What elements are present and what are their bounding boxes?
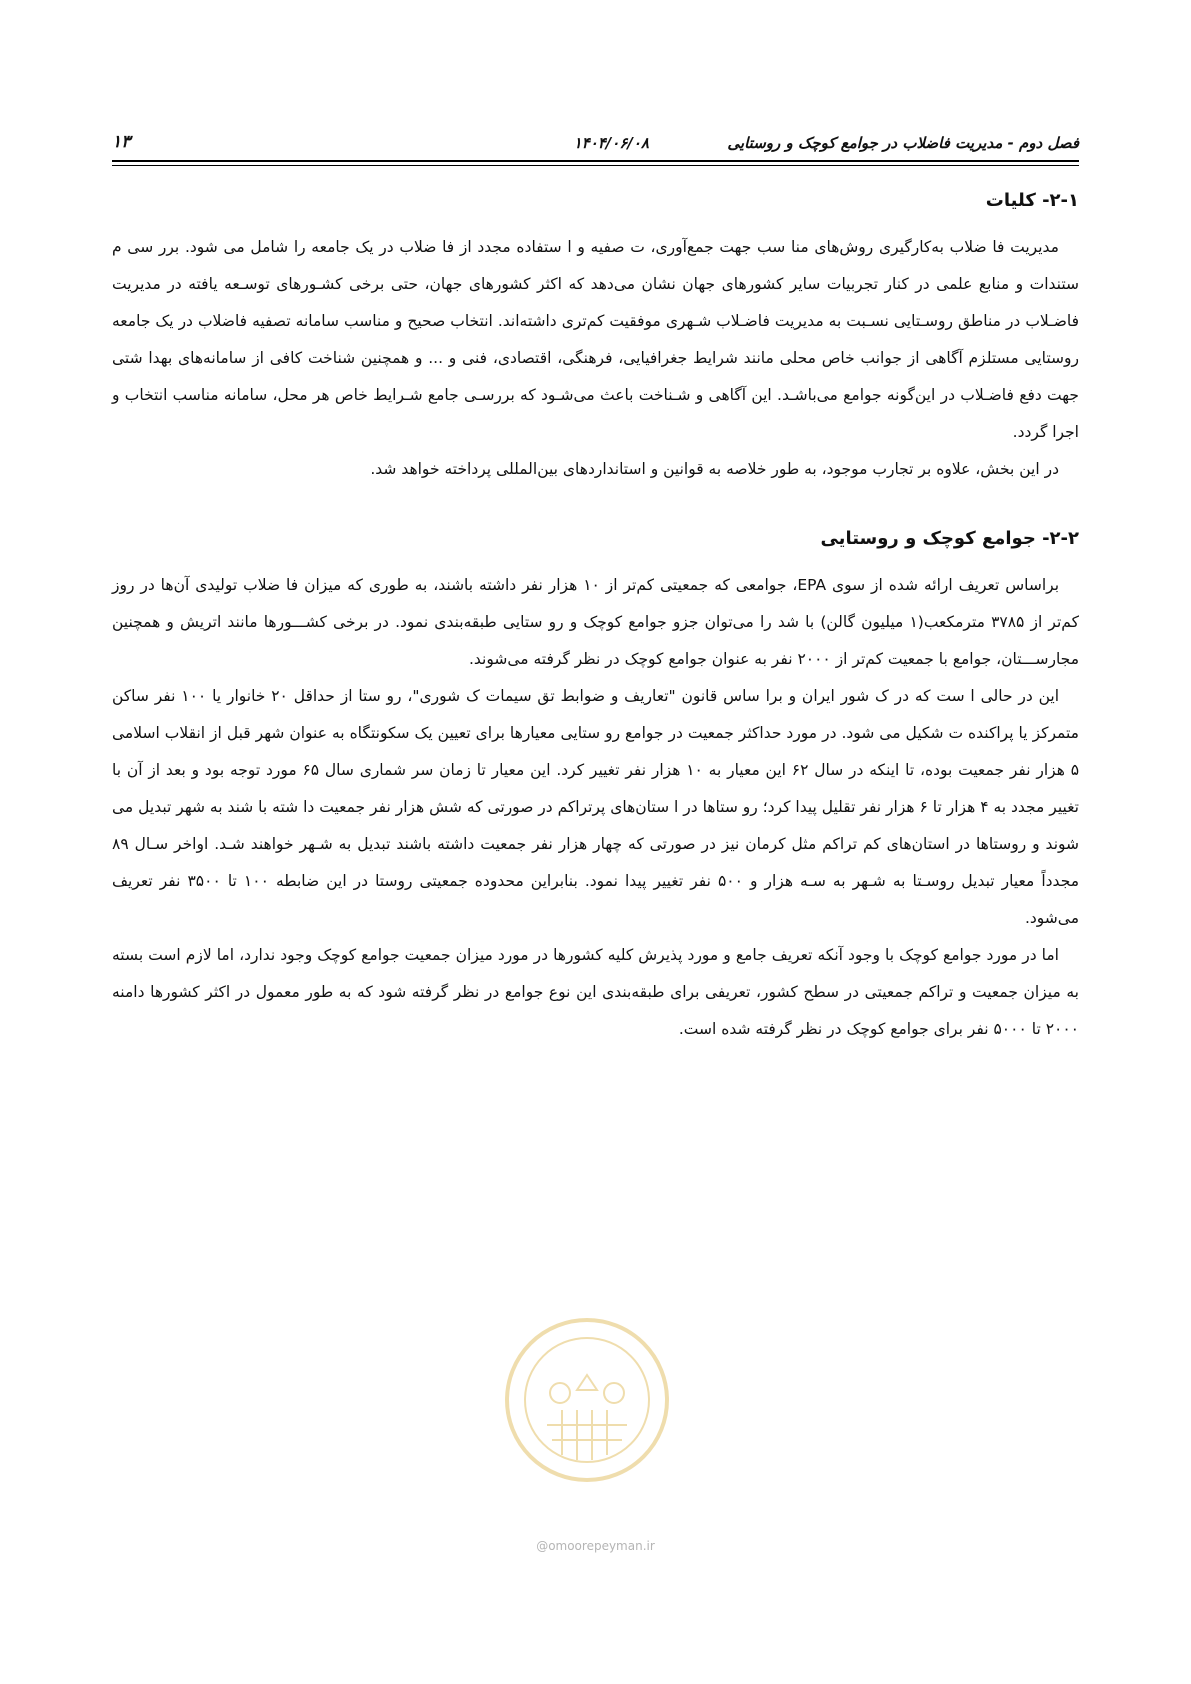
watermark-seal-icon [502, 1315, 672, 1485]
section-heading-general: ۲-۱- کلیات [985, 190, 1079, 211]
paragraph: این در حالی ا ست که در ک شور ایران و برا ساس قانون "تعاریف و ضوابط تق سیمات ک شوری"، رو ستا از حداقل ۲۰ خانوار یا ۱۰۰ نفر ساکن متمرکز یا پراکنده ت شکیل می شود. در مورد حداکثر جمعیت در جوامع رو ستایی معیارها برای تعیین یک سکونتگاه به عنوان شهر قبل از انقلاب اسلامی ۵ هزار نفر جمعیت بوده، تا اینکه در سال ۶۲ این معیار به ۱۰ هزار نفر تغییر کرد. این معیار تا زمان سر شماری سال ۶۵ مورد توجه بود و بعد از آن با تغییر مجدد به ۴ هزار تا ۶ هزار نفر تقلیل پیدا کرد؛ رو ستاها در ا ستان‌های پرتراکم در صورتی که شش هزار نفر جمعیت دا شته با شند به شهر تبدیل می شوند و روستاها در استان‌های کم تراکم مثل کرمان نیز در صورتی که چهار هزار نفر جمعیت داشته باشند تبدیل به شـهر خواهند شـد. اواخر سـال ۸۹ مجدداً معیار تبدیل روسـتا به شـهر به سـه هزار و ۵۰۰ نفر تغییر پیدا نمود. بنابراین محدوده جمعیتی روستا در این ضابطه ۱۰۰ تا ۳۵۰۰ نفر تعریف می‌شود. [112, 687, 1080, 927]
header-rule-thick [112, 160, 1079, 162]
page-body [112, 188, 1079, 1048]
header-rule-thin [112, 165, 1079, 166]
paragraph: اما در مورد جوامع کوچک با وجود آنکه تعریف جامع و مورد پذیرش کلیه کشورها در مورد میزان جمعیت جوامع کوچک وجود ندارد، اما لازم است بسته به میزان جمعیت و تراکم جمعیتی در سطح کشور، تعریفی برای طبقه‌بندی این نوع جوامع در نظر گرفته شود که به طور معمول در اکثر کشورها دامنه ۲۰۰۰ تا ۵۰۰۰ نفر برای جوامع کوچک در نظر گرفته شده است. [112, 946, 1079, 1038]
header-date: ۱۴۰۴/۰۶/۰۸ [573, 134, 649, 152]
watermark-site: @omoorepeyman.ir [536, 1539, 655, 1553]
section-heading-small-communities: ۲-۲- جوامع کوچک و روستایی [820, 528, 1079, 549]
paragraph: براساس تعریف ارائه شده از سوی EPA، جوامعی که جمعیتی کم‌تر از ۱۰ هزار نفر داشته باشند، به طوری که میزان فا ضلاب تولیدی آن‌ها در روز کم‌تر از ۳۷۸۵ مترمکعب(۱ میلیون گالن) با شد را می‌توان جزو جوامع کوچک و رو ستایی طبقه‌بندی نمود. در برخی کشـــورها مانند اتریش و همچنین مجارســـتان، جوامع با جمعیت کم‌تر از ۲۰۰۰ نفر به عنوان جوامع کوچک در نظر گرفته می‌شوند. [112, 576, 1079, 668]
page-header [112, 120, 1079, 156]
paragraph: مدیریت فا ضلاب به‌کارگیری روش‌های منا سب جهت جمع‌آوری، ت صفیه و ا ستفاده مجدد از فا ضلاب در یک جامعه را شامل می شود. برر سی م ستندات و منابع علمی در کنار تجربیات سایر کشورهای جهان نشان می‌دهد که اکثر کشورهای جهان، حتی برخی کشـورهای توسـعه یافته در مدیریت فاضـلاب در مناطق روسـتایی نسـبت به مدیریت فاضـلاب شـهری موفقیت کم‌تری داشته‌اند. انتخاب صحیح و مناسب سامانه تصفیه فاضلاب در یک جامعه روستایی مستلزم آگاهی از جوانب خاص محلی مانند شرایط جغرافیایی، فرهنگی، اقتصادی، فنی و ... و همچنین شناخت کافی از سامانه‌های بهدا شتی جهت دفع فاضـلاب در این‌گونه جوامع می‌باشـد. این آگاهی و شـناخت باعث می‌شـود که بررسـی جامع شـرایط خاص هر محل، سامانه مناسب انتخاب و اجرا گردد. [112, 238, 1079, 441]
chapter-title: فصل دوم - مدیریت فاضلاب در جوامع کوچک و روستایی [727, 134, 1079, 152]
page-number: ۱۳ [112, 132, 131, 152]
paragraph: در این بخش، علاوه بر تجارب موجود، به طور خلاصه به قوانین و استانداردهای بین‌المللی پرداخته خواهد شد. [370, 460, 1059, 478]
